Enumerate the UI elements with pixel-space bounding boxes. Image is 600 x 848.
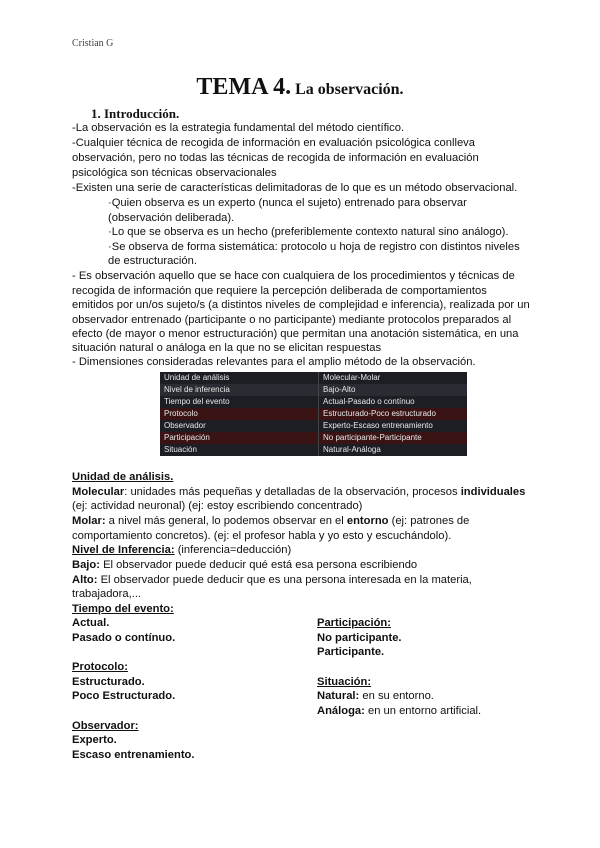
definition-line: situación natural o análoga en la que no se elicitan respuestas: [72, 342, 382, 354]
inferencia-heading-line: [72, 543, 291, 558]
natural-line: [317, 689, 434, 704]
table-cell: Experto-Escaso entrenamiento: [319, 420, 468, 432]
intro-line: psicológica son técnicas observacionales: [72, 167, 277, 179]
molecular-bold: individuales: [460, 486, 526, 498]
protocolo-item: Poco Estructurado.: [72, 690, 176, 702]
alto-line: [72, 573, 472, 588]
table-cell: Nivel de inferencia: [160, 384, 319, 396]
alto-text: El observador puede deducir que es una persona interesada en la materia,: [97, 574, 472, 586]
molecular-term: Molecular: [72, 486, 125, 498]
molecular-line-2: (ej: actividad neuronal) (ej: estoy escribiendo concentrado): [72, 500, 363, 512]
table-cell: Situación: [160, 444, 319, 456]
analoga-term: Análoga:: [317, 705, 365, 717]
heading-observador: Observador:: [72, 720, 139, 732]
title-sub: La observación.: [295, 81, 404, 98]
table-cell: Observador: [160, 420, 319, 432]
alto-line-2: trabajadora,...: [72, 588, 142, 600]
heading-situacion: Situación:: [317, 676, 372, 688]
table-row: [160, 408, 467, 420]
table-row: [160, 432, 467, 444]
bullet-line: ·Quien observa es un experto (nunca el sujeto) entrenado para observar: [108, 197, 467, 209]
table-row: [160, 384, 467, 396]
natural-text: en su entorno.: [359, 690, 434, 702]
bullet-line: ·Se observa de forma sistemática: protocolo u hoja de registro con distintos niveles: [108, 241, 520, 253]
analoga-line: [317, 704, 481, 719]
definition-line: emitidos por un/os sujeto/s (a distintos niveles de complejidad e inferencia), realizada por un: [72, 299, 530, 311]
tiempo-item: Actual.: [72, 617, 110, 629]
table-row: [160, 396, 467, 408]
bajo-term: Bajo:: [72, 559, 100, 571]
heading-inferencia: Nivel de Inferencia:: [72, 544, 175, 556]
definition-line: - Dimensiones consideradas relevantes para el amplio método de la observación.: [72, 356, 476, 368]
participacion-item: No participante.: [317, 632, 402, 644]
page-title: [0, 74, 600, 101]
bullet-line: ·Lo que se observa es un hecho (preferiblemente contexto natural sino análogo).: [108, 226, 509, 238]
natural-term: Natural:: [317, 690, 360, 702]
bajo-line: [72, 558, 417, 573]
table-cell: Tiempo del evento: [160, 396, 319, 408]
definition-line: observador entrenado (participante o no participante) mediante protocolos preparados al: [72, 314, 512, 326]
table-cell: Estructurado-Poco estructurado: [319, 408, 468, 420]
heading-protocolo: Protocolo:: [72, 661, 128, 673]
molar-term: Molar:: [72, 515, 106, 527]
intro-line: observación, pero no todas las técnicas de recogida de información en evaluación: [72, 152, 479, 164]
analoga-text: en un entorno artificial.: [364, 705, 482, 717]
intro-line: -Cualquier técnica de recogida de información en evaluación psicológica conlleva: [72, 137, 475, 149]
molar-text: a nivel más general, lo podemos observar en el: [105, 515, 347, 527]
bajo-text: El observador puede deducir qué está esa persona escribiendo: [99, 559, 418, 571]
molar-text-2: (ej: patrones de: [388, 515, 470, 527]
table-cell: Natural-Análoga: [319, 444, 468, 456]
intro-line: -La observación es la estrategia fundamental del método científico.: [72, 122, 405, 134]
molar-line: [72, 514, 469, 529]
author-name: Cristian G: [72, 38, 114, 49]
molecular-text: : unidades más pequeñas y detalladas de la observación, procesos: [124, 486, 461, 498]
protocolo-item: Estructurado.: [72, 676, 145, 688]
heading-unidad: Unidad de análisis.: [72, 471, 174, 483]
intro-line: -Existen una serie de características delimitadoras de lo que es un método observacional.: [72, 182, 518, 194]
participacion-item: Participante.: [317, 646, 385, 658]
observador-item: Experto.: [72, 734, 117, 746]
table-cell: Unidad de análisis: [160, 372, 319, 384]
section-heading-intro: 1. Introducción.: [91, 106, 180, 121]
bullet-line: (observación deliberada).: [108, 212, 235, 224]
definition-line: recogida de información que requiere la percepción deliberada de comportamientos: [72, 285, 487, 297]
table-cell: Protocolo: [160, 408, 319, 420]
alto-term: Alto:: [72, 574, 98, 586]
dimensions-table: [160, 372, 467, 456]
table-cell: Molecular-Molar: [319, 372, 468, 384]
table-cell: Bajo-Alto: [319, 384, 468, 396]
definition-line: - Es observación aquello que se hace con cualquiera de los procedimientos y técnicas de: [72, 270, 515, 282]
heading-participacion: Participación:: [317, 617, 391, 629]
table-cell: Participación: [160, 432, 319, 444]
inferencia-note: (inferencia=deducción): [174, 544, 292, 556]
definition-line: efecto (de mayor o menor estructuración) que permitan una anotación sistemática, en una: [72, 328, 519, 340]
molar-bold: entorno: [346, 515, 389, 527]
tiempo-item: Pasado o contínuo.: [72, 632, 176, 644]
title-main: TEMA 4.: [196, 74, 292, 100]
table-cell: Actual-Pasado o contínuo: [319, 396, 468, 408]
table-row: [160, 372, 467, 384]
bullet-line: de estructuración.: [108, 255, 197, 267]
heading-tiempo: Tiempo del evento:: [72, 603, 174, 615]
molecular-line: [72, 485, 525, 500]
table-cell: No participante-Participante: [319, 432, 468, 444]
table-row: [160, 444, 467, 456]
table-row: [160, 420, 467, 432]
observador-item: Escaso entrenamiento.: [72, 749, 195, 761]
molar-line-2: comportamiento concretos). (ej: el profesor habla y yo esto y escuchándolo).: [72, 530, 452, 542]
